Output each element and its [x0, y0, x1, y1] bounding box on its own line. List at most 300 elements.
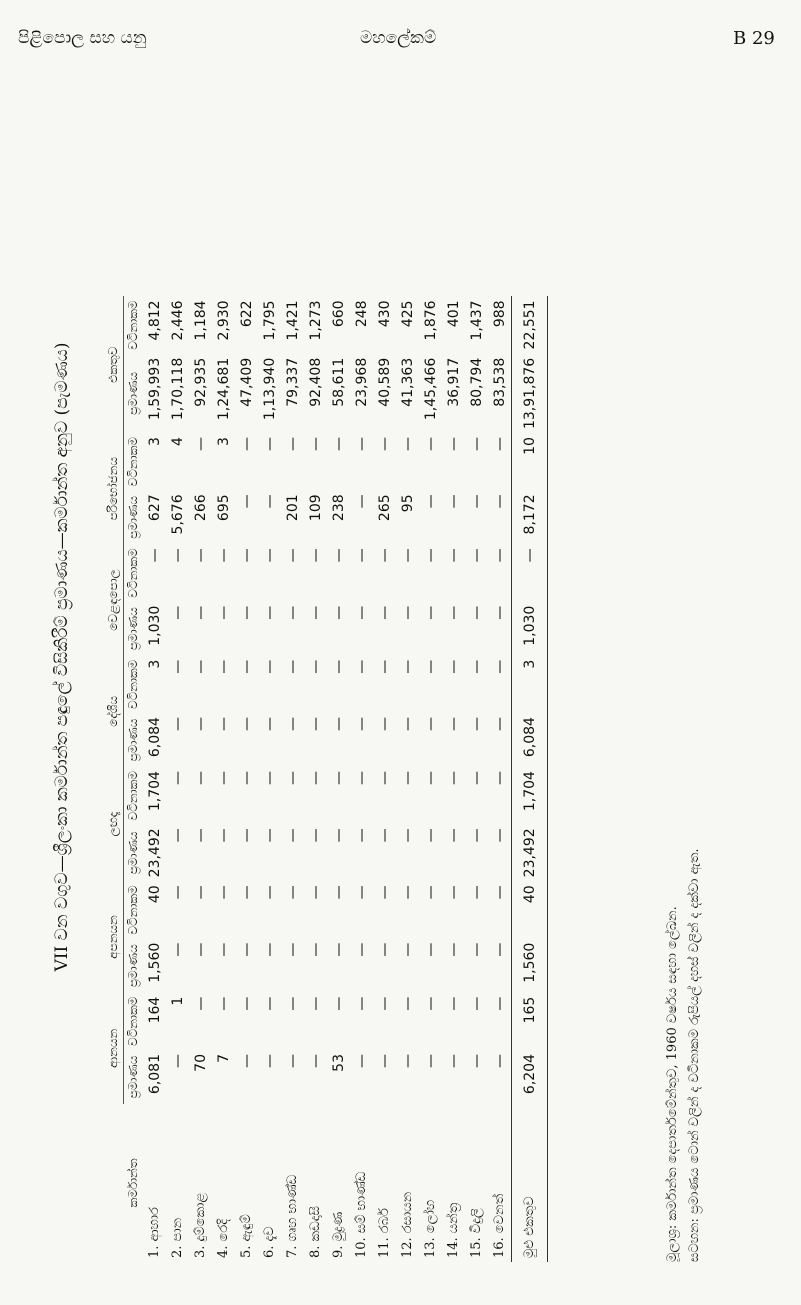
col-subheader: වටිනාකම — [126, 300, 140, 350]
table-cell: 430 — [376, 300, 393, 328]
table-cell: 92,408 — [307, 357, 324, 407]
table-cell: — — [445, 1054, 462, 1068]
table-cell: — — [215, 996, 232, 1011]
table-cell: — — [445, 996, 462, 1011]
table-cell: — — [169, 1054, 186, 1068]
table-cell: — — [376, 885, 393, 900]
table-cell: — — [445, 548, 462, 563]
table-cell: 83,538 — [491, 357, 508, 407]
table-cell: 3 — [146, 437, 163, 446]
table-cell: — — [307, 885, 324, 900]
table-cell: — — [238, 548, 255, 563]
table-cell: — — [238, 1054, 255, 1068]
table-cell: — — [468, 996, 485, 1011]
table-cell: 1,184 — [192, 300, 209, 341]
table-cell: 201 — [284, 494, 301, 522]
table-cell: 1,560 — [146, 942, 163, 983]
table-cell: 1,421 — [284, 300, 301, 341]
table-cell: — — [307, 996, 324, 1011]
table-cell: — — [330, 996, 347, 1011]
table-row — [143, 296, 166, 1262]
table-cell: 1,13,940 — [261, 357, 278, 421]
col-group-5: වෙළඳපොල — [104, 544, 124, 655]
table-cell: — — [238, 996, 255, 1011]
table-cell: 6,204 — [512, 1050, 548, 1104]
footnote-note: සටහන: ප්‍රමාණය ටොන් වලින් ද වටිනාකම රුපියල් දහස් වලින් ද දක්වා ඇත. — [687, 848, 702, 1262]
table-cell: — — [422, 996, 439, 1011]
row-label: 4. රෙදි — [216, 1218, 231, 1258]
table-cell: — — [376, 1054, 393, 1068]
table-cell: 1,59,993 — [146, 357, 163, 421]
table-cell: — — [192, 605, 209, 620]
table-cell: — — [468, 771, 485, 786]
table-cell: 1,24,681 — [215, 357, 232, 421]
table-cell: — — [192, 942, 209, 957]
table-cell: 8,172 — [512, 490, 548, 544]
table-row — [327, 296, 350, 1262]
table-cell: — — [512, 544, 548, 601]
table-cell: — — [468, 1054, 485, 1068]
table-cell: — — [376, 548, 393, 563]
col-subheader: ප්‍රමාණය — [126, 1055, 140, 1099]
table-cell: — — [353, 885, 370, 900]
table-cell: — — [445, 605, 462, 620]
col-subheader: ප්‍රමාණය — [126, 831, 140, 875]
row-label: 9. මුද්‍රණ — [331, 1211, 346, 1258]
table-cell: — — [238, 494, 255, 509]
table-cell: — — [330, 885, 347, 900]
table-cell: — — [445, 659, 462, 674]
table-cell: — — [399, 605, 416, 620]
table-cell: — — [261, 885, 278, 900]
table-cell: 3 — [146, 659, 163, 669]
table-cell: 1 — [169, 996, 186, 1006]
table-cell: — — [491, 885, 508, 900]
table-cell: — — [491, 828, 508, 843]
table-cell: — — [376, 717, 393, 732]
col-subheader: ප්‍රමාණය — [126, 372, 140, 415]
table-cell: — — [468, 605, 485, 620]
table-cell: — — [169, 942, 186, 957]
table-cell: — — [307, 828, 324, 843]
table-cell: 80,794 — [468, 357, 485, 407]
table-cell: — — [491, 659, 508, 674]
table-cell: 22,551 — [512, 296, 548, 353]
table-cell: — — [445, 771, 462, 786]
table-cell: 79,337 — [284, 357, 301, 407]
table-cell: — — [353, 717, 370, 732]
table-row — [304, 296, 327, 1262]
table-cell: 248 — [353, 300, 370, 328]
table-cell: 23,492 — [512, 824, 548, 881]
table-row — [373, 296, 396, 1262]
table-cell: — — [376, 828, 393, 843]
table-cell: — — [376, 942, 393, 957]
table-cell: — — [284, 996, 301, 1011]
table-cell: — — [491, 942, 508, 957]
table-cell: — — [330, 771, 347, 786]
table-cell: — — [307, 437, 324, 452]
data-table — [104, 296, 548, 1262]
table-cell: — — [284, 659, 301, 674]
table-cell: 265 — [376, 494, 393, 522]
table-cell: 23,968 — [353, 357, 370, 407]
table-cell: — — [238, 605, 255, 620]
footnote-source: මූලාශ්‍ර: කර්මාන්ත දෙපාර්තමේන්තුව, 1960 වර්ෂය සඳහා ලේඛන. — [665, 906, 680, 1262]
table-cell: — — [376, 605, 393, 620]
table-cell: — — [468, 437, 485, 452]
table-cell: 695 — [215, 494, 232, 522]
table-cell: — — [238, 828, 255, 843]
table-cell: — — [307, 659, 324, 674]
table-cell: — — [307, 771, 324, 786]
table-body — [143, 296, 548, 1262]
table-cell: — — [422, 659, 439, 674]
row-label: 14. යන්ත්‍ර — [446, 1202, 461, 1258]
table-cell: — — [284, 942, 301, 957]
table-cell: 1,70,118 — [169, 357, 186, 421]
table-cell: — — [238, 771, 255, 786]
table-cell: 2,446 — [169, 300, 186, 341]
table-cell: — — [399, 771, 416, 786]
table-cell: — — [284, 548, 301, 563]
col-subheader: ප්‍රමාණය — [126, 607, 140, 651]
table-cell: — — [284, 605, 301, 620]
table-cell: 53 — [330, 1054, 347, 1072]
row-label: 6. දැව — [262, 1226, 277, 1258]
row-label: 7. ගෘහ භාණ්ඩ — [285, 1174, 300, 1258]
table-cell: 92,935 — [192, 357, 209, 407]
table-cell: — — [422, 494, 439, 509]
table-cell: — — [261, 659, 278, 674]
row-label: 5. ඇඳුම් — [239, 1214, 254, 1258]
col-subheader: ප්‍රමාණය — [126, 718, 140, 762]
table-cell: — — [192, 548, 209, 563]
table-cell: — — [468, 548, 485, 563]
table-cell: — — [422, 828, 439, 843]
table-cell: — — [353, 659, 370, 674]
table-cell: — — [491, 548, 508, 563]
table-row — [258, 296, 281, 1262]
table-cell: — — [353, 771, 370, 786]
table-cell: — — [284, 771, 301, 786]
table-cell: — — [445, 828, 462, 843]
table-cell: — — [215, 548, 232, 563]
col-group-3: ලඟදෑ — [104, 767, 124, 881]
table-row — [350, 296, 373, 1262]
table-cell: 1,273 — [307, 300, 324, 341]
table-row — [166, 296, 189, 1262]
row-label: 12. රසායන — [400, 1191, 415, 1258]
table-cell: — — [376, 659, 393, 674]
table-cell: — — [468, 659, 485, 674]
total-row — [512, 296, 548, 1262]
table-cell: 5,676 — [169, 494, 186, 535]
table-row — [442, 296, 465, 1262]
table-cell: — — [353, 605, 370, 620]
table-cell: — — [261, 942, 278, 957]
table-cell: — — [261, 828, 278, 843]
table-cell: — — [445, 437, 462, 452]
footnotes — [662, 62, 706, 1262]
table-cell: 36,917 — [445, 357, 462, 407]
table-cell: — — [169, 605, 186, 620]
group-header-row — [104, 296, 124, 1262]
table-cell: 23,492 — [146, 828, 163, 878]
table-cell: — — [445, 494, 462, 509]
table-cell: — — [491, 771, 508, 786]
table-cell: — — [330, 942, 347, 957]
table-cell: 58,611 — [330, 357, 347, 407]
table-cell: — — [422, 437, 439, 452]
table-cell: 266 — [192, 494, 209, 522]
table-cell: — — [192, 771, 209, 786]
table-cell: — — [284, 717, 301, 732]
table-cell: — — [422, 605, 439, 620]
table-cell: — — [399, 885, 416, 900]
table-cell: — — [284, 1054, 301, 1068]
table-cell: — — [399, 996, 416, 1011]
table-cell: 47,409 — [238, 357, 255, 407]
row-label: 8. කඩදාසි — [308, 1206, 323, 1258]
table-title: VII වන වගුව—ශ්‍රීලංකා කර්මාන්ත පඳුලේ විසිකිරීම් ප්‍රමාණය—කර්මාන්ත අනුව (පැමණය) — [52, 342, 72, 972]
table-row — [189, 296, 212, 1262]
table-cell: — — [445, 942, 462, 957]
table-row — [212, 296, 235, 1262]
table-cell: — — [353, 548, 370, 563]
table-cell: 95 — [399, 494, 416, 513]
table-cell: 622 — [238, 300, 255, 328]
table-cell: — — [261, 605, 278, 620]
table-cell: — — [215, 771, 232, 786]
table-cell: — — [399, 942, 416, 957]
table-cell: 109 — [307, 494, 324, 522]
col-group-6: පරිභෝජනය — [104, 433, 124, 544]
table-cell: — — [330, 605, 347, 620]
table-cell: — — [192, 996, 209, 1011]
table-cell: — — [445, 717, 462, 732]
table-cell: — — [468, 717, 485, 732]
table-cell: — — [399, 548, 416, 563]
row-label: 10. සම් භාණ්ඩ — [354, 1171, 369, 1258]
table-cell: 6,084 — [512, 713, 548, 767]
page-number: B 29 — [733, 28, 775, 49]
table-cell: — — [376, 437, 393, 452]
table-row — [465, 296, 488, 1262]
table-cell: 1,876 — [422, 300, 439, 341]
table-cell: 6,084 — [146, 717, 163, 758]
table-cell: 41,363 — [399, 357, 416, 407]
table-cell: 70 — [192, 1054, 209, 1072]
table-cell: — — [468, 885, 485, 900]
row-label: 15. විදුලි — [469, 1208, 484, 1258]
table-cell: 40 — [512, 881, 548, 938]
table-cell: 3 — [512, 656, 548, 713]
table-cell: — — [353, 437, 370, 452]
table-cell: — — [284, 437, 301, 452]
table-cell: — — [261, 996, 278, 1011]
table-cell: 1,030 — [512, 602, 548, 656]
table-cell: 6,081 — [146, 1054, 163, 1095]
table-cell: 988 — [491, 300, 508, 328]
row-label: 2. පාන — [170, 1217, 185, 1258]
table-cell: — — [192, 717, 209, 732]
table-cell: 1,795 — [261, 300, 278, 341]
table-cell: — — [261, 771, 278, 786]
table-cell: 165 — [512, 993, 548, 1050]
table-cell: — — [261, 437, 278, 452]
table-cell: — — [422, 717, 439, 732]
table-cell: — — [353, 828, 370, 843]
col-group-7: එකතුව — [104, 296, 124, 433]
table-cell: 40,589 — [376, 357, 393, 407]
table-cell: — — [468, 828, 485, 843]
table-cell: 4,812 — [146, 300, 163, 341]
table-cell: — — [169, 885, 186, 900]
table-cell: — — [491, 996, 508, 1011]
table-cell: — — [215, 942, 232, 957]
table-cell: — — [192, 659, 209, 674]
table-cell: — — [284, 885, 301, 900]
col-group-4: දේශීය — [104, 656, 124, 767]
table-cell: — — [422, 942, 439, 957]
table-cell: 627 — [146, 494, 163, 522]
table-cell: — — [169, 548, 186, 563]
table-cell: — — [399, 828, 416, 843]
table-cell: 401 — [445, 300, 462, 328]
table-cell: — — [238, 885, 255, 900]
col-group-1: ආනයන — [104, 993, 124, 1104]
table-cell: — — [238, 717, 255, 732]
table-cell: — — [307, 548, 324, 563]
table-cell: 1,437 — [468, 300, 485, 341]
table-cell: — — [376, 771, 393, 786]
table-cell: — — [169, 828, 186, 843]
table-cell: — — [491, 437, 508, 452]
table-cell: — — [330, 437, 347, 452]
col-header-name: කර්මාන්ත — [126, 1158, 140, 1208]
table-cell: — — [261, 717, 278, 732]
table-cell: — — [399, 437, 416, 452]
table-cell: 164 — [146, 996, 163, 1024]
table-cell: — — [307, 717, 324, 732]
table-cell: 13,91,876 — [512, 354, 548, 433]
table-cell: — — [169, 717, 186, 732]
table-cell: 1,030 — [146, 605, 163, 646]
table-cell: 1,560 — [512, 939, 548, 993]
table-cell: 425 — [399, 300, 416, 328]
table-row — [419, 296, 442, 1262]
table-cell: — — [169, 659, 186, 674]
table-cell: — — [307, 942, 324, 957]
table-cell: — — [353, 494, 370, 509]
table-cell: — — [491, 1054, 508, 1068]
table-cell: — — [376, 996, 393, 1011]
table-cell: — — [192, 828, 209, 843]
table-cell: — — [491, 605, 508, 620]
table-cell: — — [353, 1054, 370, 1068]
table-cell: — — [399, 717, 416, 732]
table-cell: 7 — [215, 1054, 232, 1063]
table-cell: — — [238, 437, 255, 452]
table-cell: — — [422, 548, 439, 563]
col-group-2: අපනයන — [104, 881, 124, 992]
table-cell: 1,704 — [146, 771, 163, 812]
table-cell: — — [146, 548, 163, 563]
table-cell: 660 — [330, 300, 347, 328]
row-label: 16. වෙනත් — [492, 1193, 507, 1258]
row-label: 13. ලෝහ — [423, 1199, 438, 1258]
table-cell: 40 — [146, 885, 163, 904]
table-cell: — — [330, 548, 347, 563]
table-cell: — — [215, 605, 232, 620]
table-cell: — — [261, 494, 278, 509]
table-cell: — — [399, 659, 416, 674]
table-row — [396, 296, 419, 1262]
table-cell: — — [284, 828, 301, 843]
table-cell: — — [353, 996, 370, 1011]
table-cell: — — [215, 659, 232, 674]
table-cell: — — [307, 1054, 324, 1068]
row-label: මුළු එකතුව — [512, 1104, 548, 1262]
table-cell: — — [445, 885, 462, 900]
col-subheader: වටිනාකම — [126, 437, 140, 487]
table-cell: — — [468, 494, 485, 509]
col-subheader: වටිනාකම — [126, 771, 140, 821]
table-cell: — — [422, 771, 439, 786]
table-cell: — — [399, 1054, 416, 1068]
col-subheader: වටිනාකම — [126, 996, 140, 1046]
row-label: 1. ආහාර — [147, 1207, 162, 1258]
table-row — [281, 296, 304, 1262]
table-cell: — — [215, 885, 232, 900]
table-cell: — — [238, 942, 255, 957]
table-cell: — — [238, 659, 255, 674]
table-cell: — — [330, 828, 347, 843]
table-cell: — — [261, 1054, 278, 1068]
table-cell: 10 — [512, 433, 548, 490]
table-cell: — — [330, 659, 347, 674]
table-cell: 238 — [330, 494, 347, 522]
table-cell: — — [307, 605, 324, 620]
table-cell: — — [215, 717, 232, 732]
table-cell: — — [491, 717, 508, 732]
running-header-center: මහලේකම් — [360, 28, 437, 48]
table-cell: — — [192, 885, 209, 900]
rotated-table-page — [52, 52, 752, 1262]
col-subheader: වටිනාකම — [126, 659, 140, 710]
table-cell: 3 — [215, 437, 232, 446]
table-cell: 1,45,466 — [422, 357, 439, 421]
table-cell: — — [215, 828, 232, 843]
table-cell: — — [261, 548, 278, 563]
table-cell: 2,930 — [215, 300, 232, 341]
table-cell: — — [468, 942, 485, 957]
running-header-left: පිළිපොල සහ යනු — [18, 28, 147, 48]
col-subheader: ප්‍රමාණය — [126, 495, 140, 539]
table-row — [488, 296, 512, 1262]
table-row — [235, 296, 258, 1262]
table-cell: — — [169, 771, 186, 786]
table-cell: — — [353, 942, 370, 957]
table-cell: — — [330, 717, 347, 732]
table-cell: — — [422, 1054, 439, 1068]
table-cell: 4 — [169, 437, 186, 446]
col-subheader: වටිනාකම — [126, 885, 140, 935]
col-subheader: ප්‍රමාණය — [126, 944, 140, 988]
row-label: 11. රබර් — [377, 1208, 392, 1258]
table-cell: — — [192, 437, 209, 452]
